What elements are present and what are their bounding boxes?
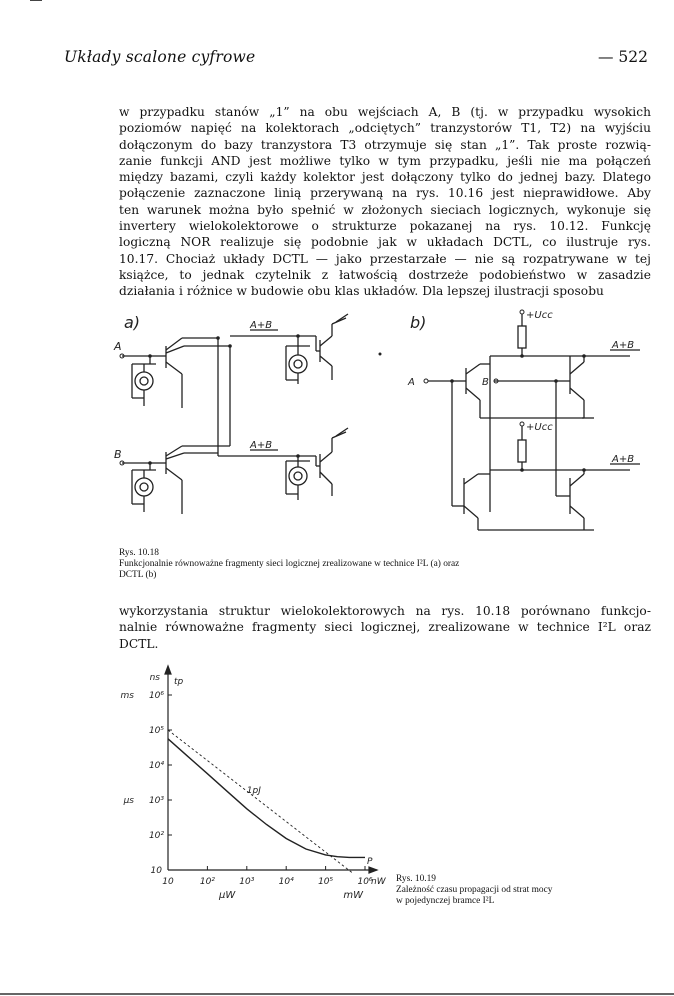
x-tick-label: 10⁴ — [278, 877, 294, 887]
paragraph-2-text — [119, 603, 651, 652]
fig-a-output-top: A+B — [250, 320, 273, 331]
fig-panel-b-label: b) — [410, 313, 427, 332]
text-line: w przypadku stanów „1” na obu wejściach A, B (tj. w przypadku wysokich — [119, 105, 651, 119]
y-tick-label: 10² — [148, 831, 164, 841]
series-1pj-line — [168, 730, 353, 874]
fig-10-18-caption-number: Rys. 10.18 — [119, 548, 159, 558]
text-line: działania i różnice w budowie obu klas układów. Dla lepszej ilustracji sposobu — [119, 284, 604, 299]
page-number: — 522 — [597, 48, 648, 66]
x-axis-arrow — [369, 867, 377, 873]
fig-b-supply-bottom: +Ucc — [526, 422, 553, 433]
text-line: nalnie równoważne fragmenty sieci logicznej, zrealizowane w technice I²L oraz — [119, 620, 651, 635]
fig-a-output-bottom: A+B — [250, 440, 273, 451]
text-line: DCTL. — [119, 636, 159, 651]
text-line: poziomów napięć na kolektorach „odciętych” tranzystorów T1, T2) na wyjściu — [119, 121, 651, 136]
y-unit-us: μs — [123, 796, 134, 806]
y-axis-symbol: tp — [174, 677, 184, 687]
series-measured-curve — [168, 739, 365, 858]
top-edge-mark — [30, 0, 42, 1]
figure-10-18 — [110, 306, 655, 538]
paragraph-1 — [119, 104, 651, 300]
text-line: ten warunek można było spełnić w złożonych sieciach logicznych, wykonuje się — [119, 202, 651, 217]
fig-b-output-top: A+B — [612, 340, 635, 351]
fig-10-19-caption-line1: Zależność czasu propagacji od strat mocy — [396, 885, 553, 895]
figure-10-19-chart — [110, 660, 390, 915]
fig-b-output-bottom: A+B — [612, 454, 635, 465]
paragraph-1-text — [119, 104, 651, 300]
y-tick-label: 10 — [150, 866, 162, 876]
fig-a-input-b: B — [114, 448, 122, 461]
fig-b-input-a: A — [408, 377, 415, 388]
y-tick-label: 10⁵ — [148, 726, 164, 736]
fig-10-18-caption-line1: Funkcjonalnie równoważne fragmenty sieci logicznej zrealizowane w technice I²L (a) oraz — [119, 559, 460, 569]
curve-label-1pj: 1pJ — [246, 786, 261, 796]
x-tick-label: 10⁵ — [318, 877, 334, 887]
y-tick-label: 10⁶ — [148, 691, 164, 701]
text-line: połączenie zaznaczone linią przerywaną na rys. 10.16 jest nieprawidłowe. Aby — [119, 186, 651, 201]
text-line: 10.17. Chociaż układy DCTL — jako przestarzałe — nie są rozpatrywane w tej — [119, 251, 651, 266]
x-unit-mw: mW — [343, 890, 364, 901]
fig-10-19-caption-line2: w pojedynczej bramce I²L — [396, 896, 495, 906]
x-unit-nw: nW — [371, 877, 386, 887]
text-line: wykorzystania struktur wielokolektorowych na rys. 10.18 porównano funkcjo- — [119, 604, 651, 618]
x-tick-label: 10⁶ — [357, 877, 373, 887]
y-unit-ms: ms — [120, 691, 134, 701]
x-tick-label: 10³ — [239, 877, 255, 887]
x-unit-uw: μW — [218, 890, 236, 901]
text-line: między bazami, czyli każdy kolektor jest dołączony tylko do jednej bazy. Dlatego — [119, 170, 651, 185]
fig-10-18-caption-line2: DCTL (b) — [119, 570, 157, 580]
bottom-rule — [0, 993, 674, 995]
text-line: invertery wielokolektorowe o strukturze pokazanej na rys. 10.12. Funkcję — [119, 219, 651, 234]
y-tick-label: 10³ — [148, 796, 164, 806]
text-line: logiczną NOR realizuje się podobnie jak w układach DCTL, co ilustruje rys. — [119, 235, 651, 250]
text-line: zanie funkcji AND jest możliwe tylko w tym przypadku, jeśli nie ma połączeń — [119, 153, 651, 168]
fig-b-input-b: B — [482, 377, 489, 388]
fig-10-19-caption-number: Rys. 10.19 — [396, 874, 436, 884]
paragraph-2 — [119, 603, 651, 652]
text-line: dołączonym do bazy tranzystora T3 otrzymuje się stan „1”. Tak proste rozwią- — [119, 137, 651, 152]
fig-panel-a-label: a) — [124, 313, 141, 332]
x-tick-label: 10² — [199, 877, 215, 887]
y-axis-arrow — [165, 666, 171, 674]
figure-10-19-caption — [396, 874, 654, 907]
figure-10-18-caption — [119, 548, 651, 581]
y-unit-ns: ns — [149, 673, 160, 683]
text-line: książce, to jednak czytelnik z łatwością dostrzeże podobieństwo w zasadzie — [119, 267, 651, 282]
fig-b-supply-top: +Ucc — [526, 310, 553, 321]
x-tick-label: 10 — [162, 877, 174, 887]
y-tick-label: 10⁴ — [148, 761, 164, 771]
running-title: Układy scalone cyfrowe — [64, 48, 256, 66]
fig-a-input-a: A — [114, 340, 122, 353]
x-axis-symbol: P — [367, 857, 373, 867]
